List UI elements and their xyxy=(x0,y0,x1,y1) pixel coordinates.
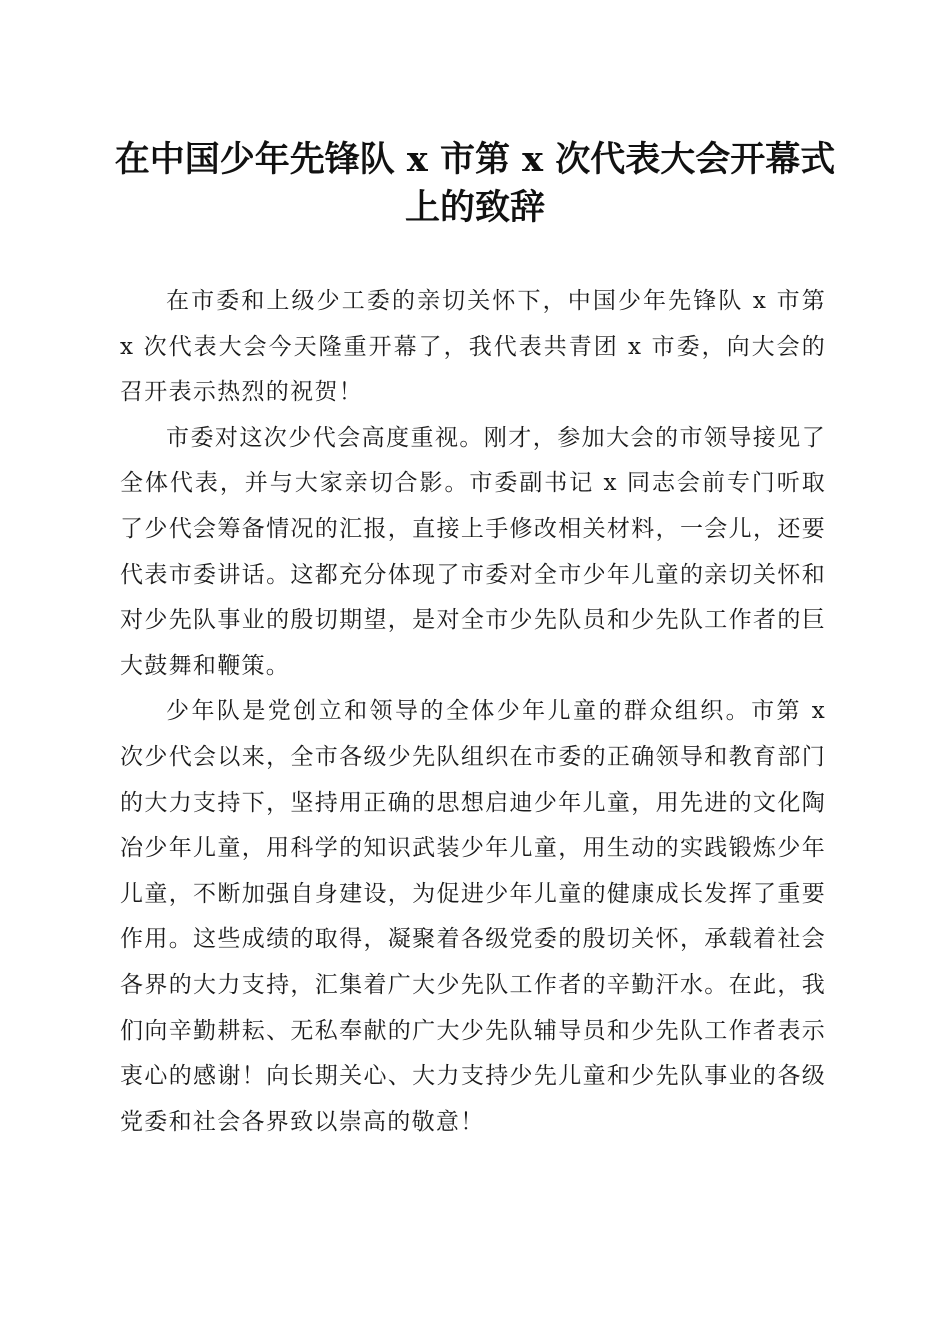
paragraph: 在市委和上级少工委的亲切关怀下，中国少年先锋队 x 市第 x 次代表大会今天隆重开幕了，我代表共青团 x 市委，向大会的召开表示热烈的祝贺！ xyxy=(120,288,826,406)
paragraph: 市委对这次少代会高度重视。刚才，参加大会的市领导接见了全体代表，并与大家亲切合影。市委副书记 x 同志会前专门听取了少代会筹备情况的汇报，直接上手修改相关材料，一会儿，还要代表市委讲话。这都充分体现了市委对全市少年儿童的亲切关怀和对少先队事业的殷切期望，是对全市少先队员和少先队工作者的巨大鼓舞和鞭策。 xyxy=(120,424,826,679)
paragraph: 少年队是党创立和领导的全体少年儿童的群众组织。市第 x 次少代会以来，全市各级少先队组织在市委的正确领导和教育部门的大力支持下，坚持用正确的思想启迪少年儿童，用先进的文化陶冶少年儿童，用科学的知识武装少年儿童，用生动的实践锻炼少年儿童，不断加强自身建设，为促进少年儿童的健康成长发挥了重要作用。这些成绩的取得，凝聚着各级党委的殷切关怀，承载着社会各界的大力支持，汇集着广大少先队工作者的辛勤汗水。在此，我们向辛勤耕耘、无私奉献的广大少先队辅导员和少先队工作者表示衷心的感谢！向长期关心、大力支持少先儿童和少先队事业的各级党委和社会各界致以崇高的敬意！ xyxy=(120,698,826,1135)
document-body xyxy=(120,279,826,1145)
document-title: 在中国少年先锋队 x 市第 x 次代表大会开幕式上的致辞 xyxy=(114,139,836,228)
